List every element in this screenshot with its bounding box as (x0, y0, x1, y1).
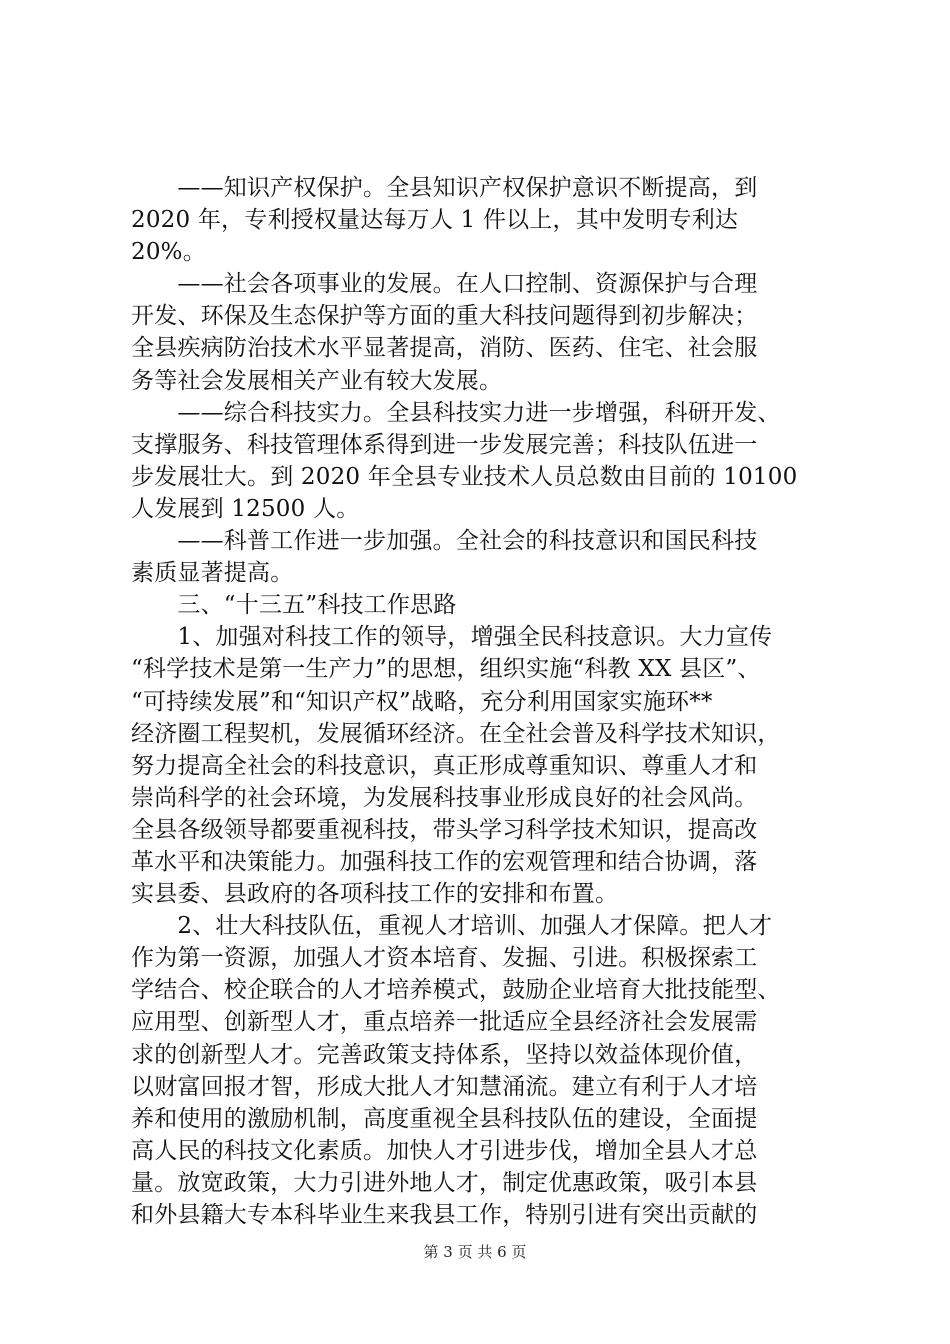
text-line: 以财富回报才智，形成大批人才知慧涌流。建立有利于人才培 (131, 1073, 758, 1100)
text-line: 开发、环保及生态保护等方面的重大科技问题得到初步解决； (131, 303, 758, 330)
text-line: 1、加强对科技工作的领导，增强全民科技意识。大力宣传 (131, 624, 773, 651)
text-line: 2020 年，专利授权量达每万人 1 件以上，其中发明专利达 (131, 207, 739, 234)
document-body (131, 172, 831, 1231)
section-heading: 三、“十三五”科技工作思路 (131, 592, 457, 619)
text-line: 量。放宽政策，大力引进外地人才，制定优惠政策，吸引本县 (131, 1169, 758, 1196)
text-line: 素质显著提高。 (131, 560, 294, 587)
text-line: 实县委、县政府的各项科技工作的安排和布置。 (131, 881, 619, 908)
text-line: 全县疾病防治技术水平显著提高，消防、医药、住宅、社会服 (131, 335, 758, 362)
text-line: 崇尚科学的社会环境，为发展科技事业形成良好的社会风尚。 (131, 784, 758, 811)
text-line: 作为第一资源，加强人才资本培育、发掘、引进。积极探索工 (131, 945, 758, 972)
text-line: 高人民的科技文化素质。加快人才引进步伐，增加全县人才总 (131, 1137, 758, 1164)
text-line: 养和使用的激励机制，高度重视全县科技队伍的建设，全面提 (131, 1105, 758, 1132)
text-line: 全县各级领导都要重视科技，带头学习科学技术知识，提高改 (131, 816, 758, 843)
text-line: “科学技术是第一生产力”的思想，组织实施“科教 XX 县区”、 (131, 656, 761, 683)
text-line: 务等社会发展相关产业有较大发展。 (131, 367, 503, 394)
text-line: 革水平和决策能力。加强科技工作的宏观管理和结合协调，落 (131, 848, 758, 875)
text-line: 支撑服务、科技管理体系得到进一步发展完善；科技队伍进一 (131, 431, 758, 458)
text-line: 学结合、校企联合的人才培养模式，鼓励企业培育大批技能型、 (131, 977, 781, 1004)
text-line: 努力提高全社会的科技意识，真正形成尊重知识、尊重人才和 (131, 752, 758, 779)
text-line: 2、壮大科技队伍，重视人才培训、加强人才保障。把人才 (131, 913, 773, 940)
text-line: 人发展到 12500 人。 (131, 495, 360, 522)
text-line: ——知识产权保护。全县知识产权保护意识不断提高，到 (131, 175, 758, 201)
text-line: ——科普工作进一步加强。全社会的科技意识和国民科技 (131, 528, 758, 555)
text-line: 步发展壮大。到 2020 年全县专业技术人员总数由目前的 10100 (131, 463, 798, 490)
text-line: 20%。 (131, 239, 206, 266)
text-line: “可持续发展”和“知识产权”战略，充分利用国家实施环** (131, 688, 713, 715)
text-line: 求的创新型人才。完善政策支持体系，坚持以效益体现价值， (131, 1041, 758, 1068)
text-line: 和外县籍大专本科毕业生来我县工作，特别引进有突出贡献的 (131, 1202, 758, 1228)
text-line: 经济圈工程契机，发展循环经济。在全社会普及科学技术知识， (131, 720, 781, 747)
text-line: ——综合科技实力。全县科技实力进一步增强，科研开发、 (131, 399, 781, 426)
page-number-footer: 第 3 页 共 6 页 (423, 1243, 527, 1261)
text-line: ——社会各项事业的发展。在人口控制、资源保护与合理 (131, 271, 758, 298)
text-line: 应用型、创新型人才，重点培养一批适应全县经济社会发展需 (131, 1009, 758, 1036)
